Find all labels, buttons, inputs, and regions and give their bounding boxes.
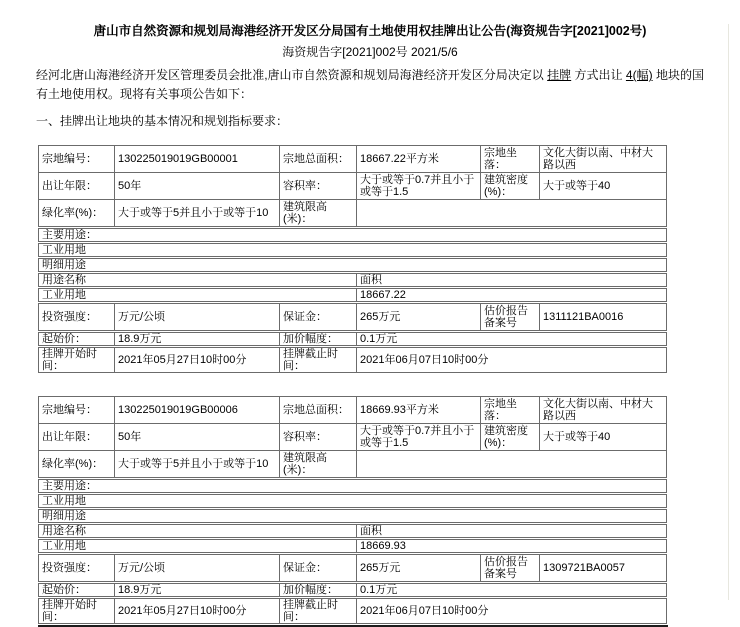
- table-row: [39, 451, 667, 478]
- table-row: [39, 555, 667, 582]
- document-page: [0, 24, 740, 627]
- parcel-no-label: 宗地编号：: [39, 146, 115, 173]
- parcel-1-main-use-label-row: [38, 228, 667, 242]
- detail-use-label: 明细用途: [39, 510, 667, 523]
- table-row: [39, 584, 667, 597]
- parcel-2-use-value-row: [38, 539, 667, 553]
- location-value: 文化大街以南、中材大路以西: [540, 397, 667, 424]
- table-row: [39, 333, 667, 346]
- deposit-value: 265万元: [357, 555, 481, 582]
- parcel-2-investment-row: [38, 554, 667, 582]
- report-no-label: 估价报告备案号: [481, 555, 540, 582]
- plot-ratio-label: 容积率：: [280, 173, 357, 200]
- parcel-1-section: [38, 145, 740, 373]
- area-value: 18669.93: [357, 540, 667, 553]
- use-name-value: 工业用地: [39, 289, 357, 302]
- area-header: 面积: [357, 274, 667, 287]
- parcel-2-price-row: [38, 583, 667, 597]
- total-area-value: 18669.93平方米: [357, 397, 481, 424]
- report-no-value: 1311121BA0016: [540, 304, 667, 331]
- total-area-label: 宗地总面积：: [280, 397, 357, 424]
- parcel-1-detail-use-row: [38, 258, 667, 272]
- table-row: [39, 173, 667, 200]
- investment-label: 投资强度：: [39, 304, 115, 331]
- section-heading: 一、挂牌出让地块的基本情况和规划指标要求：: [36, 114, 289, 128]
- parcel-1-use-value-row: [38, 288, 667, 302]
- table-row: [39, 510, 667, 523]
- listing-start-value: 2021年05月27日10时00分: [115, 348, 280, 373]
- parcel-no-value: 130225019019GB00001: [115, 146, 280, 173]
- start-price-label: 起始价：: [39, 584, 115, 597]
- increment-value: 0.1万元: [357, 333, 667, 346]
- investment-value: 万元/公顷: [115, 555, 280, 582]
- increment-label: 加价幅度：: [280, 584, 357, 597]
- plot-ratio-value: 大于或等于0.7并且小于或等于1.5: [357, 424, 481, 451]
- table-row: [39, 495, 667, 508]
- green-rate-value: 大于或等于5并且小于或等于10: [115, 200, 280, 227]
- page-edge-line: [728, 24, 729, 600]
- parcel-1-price-row: [38, 332, 667, 346]
- parcel-2-time-row: [38, 598, 667, 624]
- height-limit-label: 建筑限高(米)：: [280, 451, 357, 478]
- listing-end-label: 挂牌截止时间：: [280, 599, 357, 624]
- parcel-no-value: 130225019019GB00006: [115, 397, 280, 424]
- parcel-2-detail-use-row: [38, 509, 667, 523]
- intro-paragraph: [36, 66, 704, 104]
- density-value: 大于或等于40: [540, 173, 667, 200]
- parcel-1-main-use-value-row: [38, 243, 667, 257]
- report-no-label: 估价报告备案号: [481, 304, 540, 331]
- increment-label: 加价幅度：: [280, 333, 357, 346]
- parcel-2-info-table: [38, 396, 667, 478]
- term-value: 50年: [115, 173, 280, 200]
- start-price-label: 起始价：: [39, 333, 115, 346]
- investment-label: 投资强度：: [39, 555, 115, 582]
- term-label: 出让年限：: [39, 173, 115, 200]
- start-price-value: 18.9万元: [115, 584, 280, 597]
- deposit-label: 保证金：: [280, 555, 357, 582]
- intro-text-1: 经河北唐山海港经济开发区管理委员会批准,唐山市自然资源和规划局海港经济开发区分局决定以: [36, 68, 548, 82]
- green-rate-label: 绿化率(%)：: [39, 200, 115, 227]
- parcel-1-use-header-row: [38, 273, 667, 287]
- doc-number-line: 海资规告字[2021]002号 2021/5/6: [282, 45, 458, 59]
- table-row: [39, 229, 667, 242]
- page-title: 唐山市自然资源和规划局海港经济开发区分局国有土地使用权挂牌出让公告(海资规告字[2021]002号): [93, 24, 647, 38]
- table-row: [39, 304, 667, 331]
- parcel-2-main-use-value-row: [38, 494, 667, 508]
- use-name-header: 用途名称: [39, 274, 357, 287]
- density-value: 大于或等于40: [540, 424, 667, 451]
- table-row: [39, 146, 667, 173]
- table-row: [39, 200, 667, 227]
- start-price-value: 18.9万元: [115, 333, 280, 346]
- table-row: [39, 259, 667, 272]
- location-label: 宗地坐落：: [481, 146, 540, 173]
- plot-ratio-label: 容积率：: [280, 424, 357, 451]
- increment-value: 0.1万元: [357, 584, 667, 597]
- plot-ratio-value: 大于或等于0.7并且小于或等于1.5: [357, 173, 481, 200]
- listing-start-label: 挂牌开始时间：: [39, 348, 115, 373]
- parcel-tables-area: [38, 145, 740, 627]
- intro-underlined-parcel-count: 4(幅): [625, 68, 653, 82]
- table-row: [39, 244, 667, 257]
- density-label: 建筑密度(%)：: [481, 424, 540, 451]
- table-row: [39, 397, 667, 424]
- use-name-header: 用途名称: [39, 525, 357, 538]
- main-use-value: 工业用地: [39, 495, 667, 508]
- main-use-label: 主要用途：: [39, 229, 667, 242]
- density-label: 建筑密度(%)：: [481, 173, 540, 200]
- investment-value: 万元/公顷: [115, 304, 280, 331]
- intro-underlined-listing-method: 挂牌: [547, 68, 572, 82]
- intro-text-3: 地块的国有土地使用权。现将有关事项公告如下：: [36, 68, 705, 101]
- listing-end-label: 挂牌截止时间：: [280, 348, 357, 373]
- table-row: [39, 348, 667, 373]
- term-value: 50年: [115, 424, 280, 451]
- green-rate-label: 绿化率(%)：: [39, 451, 115, 478]
- parcel-1-investment-row: [38, 303, 667, 331]
- table-row: [39, 289, 667, 302]
- intro-text-2: 方式出让: [571, 68, 626, 82]
- detail-use-label: 明细用途: [39, 259, 667, 272]
- deposit-label: 保证金：: [280, 304, 357, 331]
- location-label: 宗地坐落：: [481, 397, 540, 424]
- table-row: [39, 274, 667, 287]
- height-limit-value: [357, 451, 667, 478]
- report-no-value: 1309721BA0057: [540, 555, 667, 582]
- table-row: [39, 480, 667, 493]
- parcel-2-main-use-label-row: [38, 479, 667, 493]
- area-value: 18667.22: [357, 289, 667, 302]
- listing-end-value: 2021年06月07日10时00分: [357, 599, 667, 624]
- table-row: [39, 424, 667, 451]
- parcel-2-use-header-row: [38, 524, 667, 538]
- listing-start-value: 2021年05月27日10时00分: [115, 599, 280, 624]
- parcel-no-label: 宗地编号：: [39, 397, 115, 424]
- table-row: [39, 599, 667, 624]
- main-use-value: 工业用地: [39, 244, 667, 257]
- table-row: [39, 525, 667, 538]
- listing-end-value: 2021年06月07日10时00分: [357, 348, 667, 373]
- listing-start-label: 挂牌开始时间：: [39, 599, 115, 624]
- deposit-value: 265万元: [357, 304, 481, 331]
- parcel-1-info-table: [38, 145, 667, 227]
- parcel-2-section: [38, 396, 740, 627]
- green-rate-value: 大于或等于5并且小于或等于10: [115, 451, 280, 478]
- table-row: [39, 540, 667, 553]
- term-label: 出让年限：: [39, 424, 115, 451]
- location-value: 文化大街以南、中材大路以西: [540, 146, 667, 173]
- parcel-1-time-row: [38, 347, 667, 373]
- main-use-label: 主要用途：: [39, 480, 667, 493]
- total-area-label: 宗地总面积：: [280, 146, 357, 173]
- height-limit-value: [357, 200, 667, 227]
- area-header: 面积: [357, 525, 667, 538]
- height-limit-label: 建筑限高(米)：: [280, 200, 357, 227]
- use-name-value: 工业用地: [39, 540, 357, 553]
- total-area-value: 18667.22平方米: [357, 146, 481, 173]
